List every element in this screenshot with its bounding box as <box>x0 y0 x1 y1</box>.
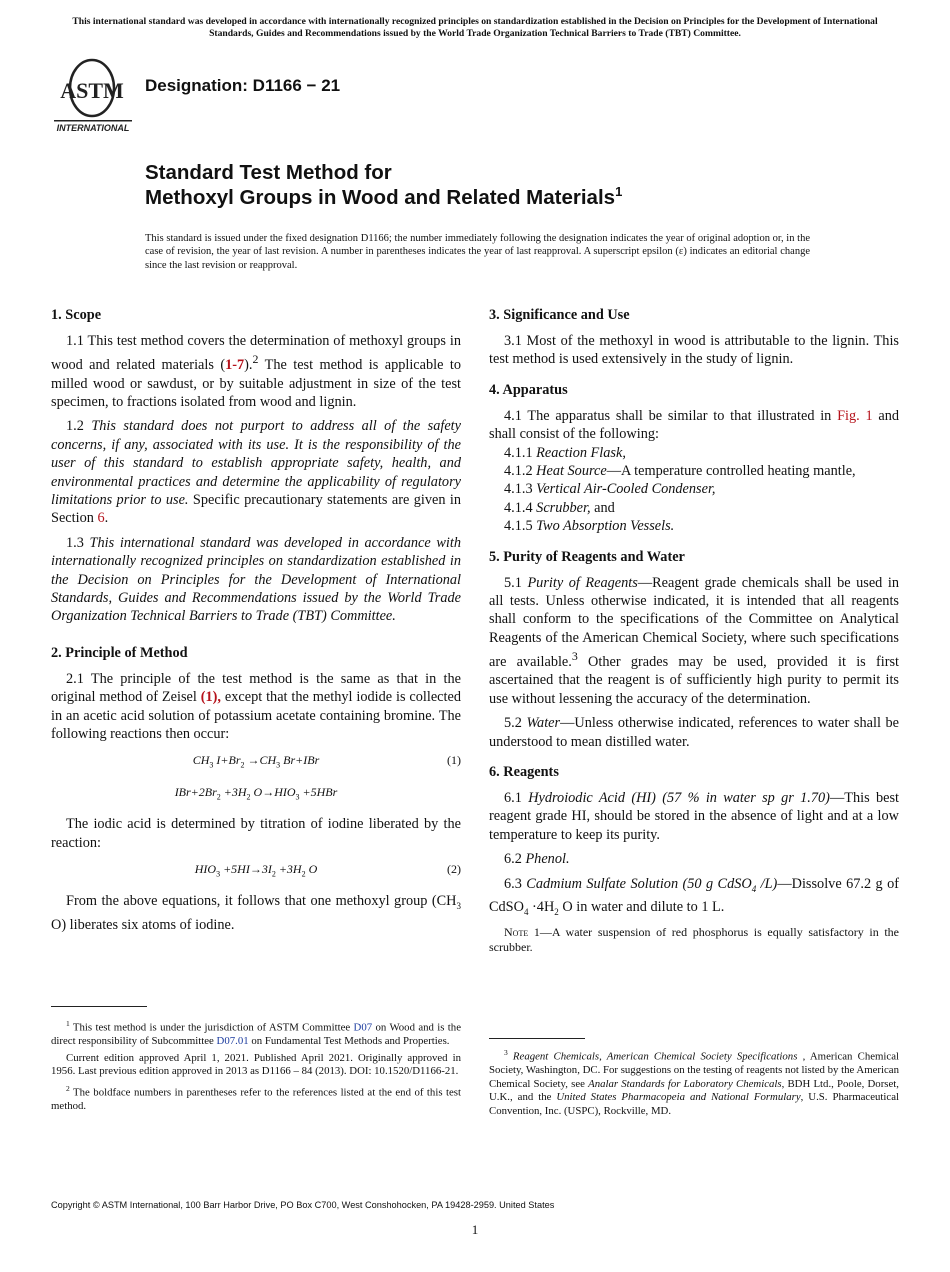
footnote-1: $^1$ This test method is under the jurisdiction of ASTM Committee D07 on Wood and is the direct responsibility of Subcommittee D07.01 on Fundamental Test Methods and Properties. <box>51 1019 461 1048</box>
section-heading: 4. Apparatus <box>489 381 568 398</box>
paragraph-6-2: 6.2 Phenol. <box>504 851 570 868</box>
section-heading: 6. Reagents <box>489 764 559 781</box>
paragraph-1-3: 1.3 This international standard was developed in accordance with internationally recognized principles on standardization established in the Decision on Principles for the Development of International Standards, Guides and Recommendations issued by the World Trade Organization Technical Barriers to Trade (TBT) Committee. <box>51 534 461 625</box>
equation-2: $HIO_3 +5HI\to 3I_2 +3H_2$ O (2) <box>194 862 461 879</box>
committee-link[interactable]: D07 <box>353 1021 373 1034</box>
footnote-divider <box>489 1038 585 1039</box>
equation-number: (1) <box>447 753 461 768</box>
footnote-mark: 2 <box>252 352 259 367</box>
section-link[interactable]: 6 <box>97 510 105 527</box>
footnote-1-edition: Current edition approved April 1, 2021. Published April 2021. Originally approved in 1956. Last previous edition approved in 2013 as D1166 – 84 (2013). DOI: 10.1520/D1166-21. <box>51 1051 461 1078</box>
section-scope <box>51 306 461 626</box>
title-line-2: Methoxyl Groups in Wood and Related Materials$^1$ <box>145 184 623 209</box>
subcommittee-link[interactable]: D07.01 <box>216 1035 249 1048</box>
note-1: Note 1—A water suspension of red phosphorus is equally satisfactory in the scrubber. <box>489 925 900 954</box>
paragraph-2-1: 2.1 The principle of the test method is the same as that in the original method of Zeisel (1), except that the methyl iodide is collected in an acetic acid solution of potassium acetate containing bromine. The following reactions then occur: <box>51 670 461 743</box>
paragraph-6-1: 6.1 Hydroiodic Acid (HI) (57 % in water sp gr 1.70)—This best reagent grade HI, should be stored in the absence of light and at a low temperature to keep its purity. <box>489 790 899 843</box>
footnote-3: $^3$ Reagent Chemicals, American Chemical Society Specifications , American Chemical Society, Washington, DC. For suggestions on the testing of reagents not listed by the American Chemical Society, see Analar Standards for Laboratory Chemicals, BDH Ltd., Poole, Dorset, U.K., and the United States Pharmacopeia and National Formulary, U.S. Pharmaceutical Convention, Inc. (USPC), Rockville, MD. <box>489 1048 899 1117</box>
paragraph-5-2: 5.2 Water—Unless otherwise indicated, references to water shall be understood to mean distilled water. <box>489 715 899 750</box>
section-apparatus <box>489 381 899 536</box>
section-reagents <box>489 763 899 954</box>
item-4-1-4: 4.1.4 Scrubber, and <box>504 499 615 516</box>
document-title <box>145 160 622 210</box>
section-significance <box>489 306 899 369</box>
paragraph-1-2: 1.2 This standard does not purport to address all of the safety concerns, if any, associated with its use. It is the responsibility of the user of this standard to establish appropriate safety, health, and environmental practices and determine the applicability of regulatory limitations prior to use. Specific precautionary statements are given in Section 6. <box>51 418 461 527</box>
paragraph-1-1: 1.1 This test method covers the determination of methoxyl groups in wood and related materials (1-7).$^2$ The test method is applicable to milled wood or sawdust, or by suitable adjustment in size of the test specimen, to fractions isolated from wood and lignin. <box>51 333 461 410</box>
title-footnote-mark: 1 <box>615 184 623 200</box>
paragraph-5-1: 5.1 Purity of Reagents—Reagent grade chemicals shall be used in all tests. Unless otherwise indicated, it is intended that all reagents shall conform to the specifications of the Committee on Analytical Reagents of the American Chemical Society, where such specifications are available.$^3$ Other grades may be used, provided it is first ascertained that the reagent is of sufficiently high purity to permit its use without lessening the accuracy of the determination. <box>489 574 899 707</box>
item-4-1-3: 4.1.3 Vertical Air-Cooled Condenser, <box>504 481 716 498</box>
astm-logo <box>52 58 134 134</box>
footnote-mark: 3 <box>571 649 578 664</box>
footnote-divider <box>51 1006 147 1007</box>
footnotes-left <box>51 1017 461 1116</box>
footnotes-right <box>489 1046 899 1121</box>
logo-text: ASTM <box>60 78 124 103</box>
item-4-1-2: 4.1.2 Heat Source—A temperature controlled heating mantle, <box>504 463 856 480</box>
reference-link[interactable]: (1), <box>200 689 221 706</box>
equation-1: $CH_3$ $I+Br_2 \to CH_3$ Br+IBr (1) <box>192 753 461 770</box>
section-heading: 2. Principle of Method <box>51 644 188 661</box>
logo-subtext: INTERNATIONAL <box>56 123 130 133</box>
footnote-2: $^2$ The boldface numbers in parentheses refer to the references listed at the end of this test method. <box>51 1083 461 1112</box>
copyright: Copyright © ASTM International, 100 Barr Harbor Drive, PO Box C700, West Conshohocken, PA 19428-2959. United States <box>51 1200 555 1210</box>
right-column <box>489 306 899 970</box>
item-4-1-1: 4.1.1 Reaction Flask, <box>504 444 626 461</box>
left-column <box>51 306 461 950</box>
section-heading: 5. Purity of Reagents and Water <box>489 548 685 565</box>
section-purity <box>489 548 899 751</box>
section-heading: 3. Significance and Use <box>489 307 630 323</box>
paragraph-2-3: From the above equations, it follows that one methoxyl group ($CH_3$ O) liberates six atoms of iodine. <box>51 893 461 933</box>
reference-link[interactable]: 1-7 <box>225 357 245 374</box>
item-4-1-5: 4.1.5 Two Absorption Vessels. <box>504 518 675 535</box>
paragraph-2-2: The iodic acid is determined by titration of iodine liberated by the reaction: <box>51 816 461 851</box>
section-heading: 1. Scope <box>51 307 102 323</box>
equation-1b: $IBr+2Br_2 +3H_2$ $O\to HIO_3 +5HBr$ <box>174 785 338 802</box>
issue-note: This standard is issued under the fixed designation D1166; the number immediately following the designation indicates the year of original adoption or, in the case of revision, the year of last revision. A number in parentheses indicates the year of last reapproval. A superscript epsilon (ε) indicates an editorial change since the last revision or reapproval. <box>145 233 810 271</box>
figure-link[interactable]: Fig. 1 <box>837 407 873 424</box>
top-note: This international standard was developed in accordance with internationally recognized principles on standardization established in the Decision on Principles for the Development of International Standards, Guides and Recommendations issued by the World Trade Organization Technical Barriers to Trade (TBT) Committee. <box>72 16 878 39</box>
equation-number: (2) <box>447 862 461 877</box>
page-number: 1 <box>471 1222 479 1237</box>
paragraph-4-1: 4.1 The apparatus shall be similar to that illustrated in Fig. 1 and shall consist of the following: <box>489 407 900 443</box>
title-line-1: Standard Test Method for <box>145 161 392 184</box>
section-principle <box>51 644 461 934</box>
designation: Designation: D1166 − 21 <box>145 76 341 95</box>
paragraph-3-1: 3.1 Most of the methoxyl in wood is attributable to the lignin. This test method is used extensively in the study of lignin. <box>489 333 899 368</box>
paragraph-6-3: 6.3 Cadmium Sulfate Solution (50 g CdSO$_4$ /L)—Dissolve 67.2 g of CdSO$_4$ $\cdot 4H_2$ O in water and dilute to 1 L. <box>489 875 899 917</box>
